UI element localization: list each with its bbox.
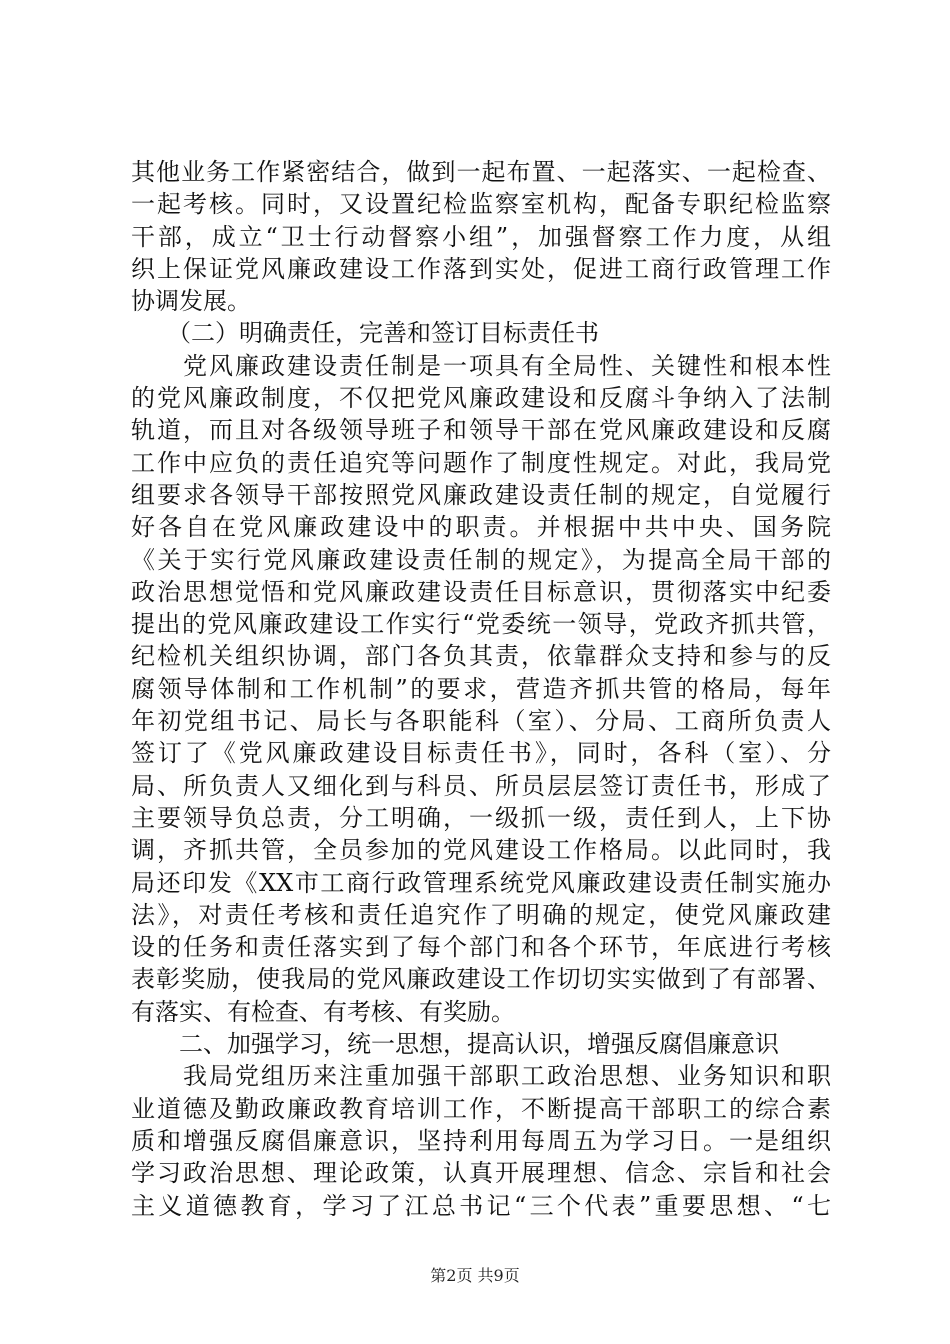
text-line: 局还印发《XX市工商行政管理系统党风廉政建设责任制实施办 [131, 868, 831, 897]
text-line: 腐领导体制和工作机制”的要求，营造齐抓共管的格局，每年 [131, 674, 831, 703]
text-line: 组要求各领导干部按照党风廉政建设责任制的规定，自觉履行 [131, 480, 831, 509]
text-line: 设的任务和责任落实到了每个部门和各个环节，年底进行考核 [131, 933, 831, 962]
text-line: 好各自在党风廉政建设中的职责。并根据中共中央、国务院 [131, 513, 831, 542]
text-line: 干部，成立“卫士行动督察小组”，加强督察工作力度，从组 [131, 222, 831, 251]
text-line: 轨道，而且对各级领导班子和领导干部在党风廉政建设和反腐 [131, 416, 831, 445]
text-line: 政治思想觉悟和党风廉政建设责任目标意识，贯彻落实中纪委 [131, 577, 831, 606]
text-line: 年初党组书记、局长与各职能科（室）、分局、工商所负责人 [131, 707, 831, 736]
section-heading: 二、加强学习，统一思想，提高认识，增强反腐倡廉意识 [131, 1030, 779, 1059]
text-line: 局、所负责人又细化到与科员、所员层层签订责任书，形成了 [131, 771, 831, 800]
section-heading: （二）明确责任，完善和签订目标责任书 [131, 319, 599, 348]
text-line: 纪检机关组织协调，部门各负其责，依靠群众支持和参与的反 [131, 642, 831, 671]
text-line: 调，齐抓共管，全员参加的党风建设工作格局。以此同时，我 [131, 836, 831, 865]
text-line: 业道德及勤政廉政教育培训工作，不断提高干部职工的综合素 [131, 1094, 831, 1123]
page-number-footer: 第2页 共9页 [430, 1266, 520, 1285]
text-line: 工作中应负的责任追究等问题作了制度性规定。对此，我局党 [131, 448, 831, 477]
text-line: 签订了《党风廉政建设目标责任书》，同时，各科（室）、分 [131, 739, 831, 768]
text-line: 法》，对责任考核和责任追究作了明确的规定，使党风廉政建 [131, 900, 831, 929]
text-line: 提出的党风廉政建设工作实行“党委统一领导，党政齐抓共管， [131, 610, 831, 639]
text-line: 的党风廉政制度，不仅把党风廉政建设和反腐斗争纳入了法制 [131, 384, 831, 413]
text-line: 一起考核。同时，又设置纪检监察室机构，配备专职纪检监察 [131, 190, 831, 219]
text-line: 织上保证党风廉政建设工作落到实处，促进工商行政管理工作 [131, 254, 831, 283]
text-line: 有落实、有检查、有考核、有奖励。 [131, 997, 515, 1026]
text-line: 党风廉政建设责任制是一项具有全局性、关键性和根本性 [131, 351, 831, 380]
text-line: 主要领导负总责，分工明确，一级抓一级，责任到人，上下协 [131, 803, 831, 832]
text-line: 主义道德教育，学习了江总书记“三个代表”重要思想、“七 [131, 1191, 831, 1220]
body-text [131, 156, 831, 1222]
text-line: 表彰奖励，使我局的党风廉政建设工作切切实实做到了有部署、 [131, 965, 831, 994]
text-line: 学习政治思想、理论政策，认真开展理想、信念、宗旨和社会 [131, 1159, 831, 1188]
text-line: 其他业务工作紧密结合，做到一起布置、一起落实、一起检查、 [131, 158, 831, 186]
text-line: 我局党组历来注重加强干部职工政治思想、业务知识和职 [131, 1062, 831, 1091]
text-line: 协调发展。 [131, 287, 251, 316]
text-line: 《关于实行党风廉政建设责任制的规定》，为提高全局干部的 [131, 545, 831, 574]
text-line: 质和增强反腐倡廉意识，坚持利用每周五为学习日。一是组织 [131, 1126, 831, 1155]
